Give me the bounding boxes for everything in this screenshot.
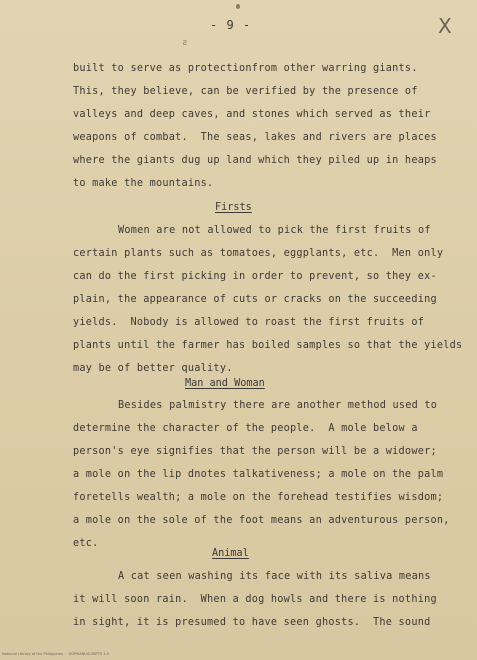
text-line: to make the mountains. bbox=[73, 178, 214, 189]
text-line: may be of better quality. bbox=[73, 363, 233, 374]
text-line: A cat seen washing its face with its saliva means bbox=[118, 571, 431, 582]
text-line: can do the first picking in order to prevent, so they ex- bbox=[73, 271, 437, 282]
text-line: Women are not allowed to pick the first fruits of bbox=[118, 225, 431, 236]
text-line: weapons of combat. The seas, lakes and rivers are places bbox=[73, 132, 437, 143]
text-line: a mole on the lip dnotes talkativeness; a mole on the palm bbox=[73, 469, 444, 480]
corner-x-mark: X bbox=[438, 14, 452, 38]
text-line: person's eye signifies that the person will be a widower; bbox=[73, 446, 437, 457]
text-line: foretells wealth; a mole on the forehead testifies wisdom; bbox=[73, 492, 444, 503]
archive-footer: National Library of the Philippines · HDPMANUSCRIPTS 1.0 bbox=[2, 652, 109, 656]
page-number: - 9 - bbox=[210, 18, 252, 32]
text-line: etc. bbox=[73, 538, 99, 549]
pencil-tick-mark: ƨ bbox=[182, 38, 188, 48]
text-line: plain, the appearance of cuts or cracks on the succeeding bbox=[73, 294, 437, 305]
text-line: built to serve as protectionfrom other warring giants. bbox=[73, 63, 418, 74]
section-heading: Man and Woman bbox=[185, 378, 265, 389]
section-heading: Firsts bbox=[215, 202, 252, 213]
text-line: valleys and deep caves, and stones which served as their bbox=[73, 109, 431, 120]
text-line: determine the character of the people. A mole below a bbox=[73, 423, 418, 434]
section-heading: Animal bbox=[212, 548, 249, 559]
text-line: Besides palmistry there are another method used to bbox=[118, 400, 438, 411]
text-line: where the giants dug up land which they piled up in heaps bbox=[73, 155, 437, 166]
text-line: in sight, it is presumed to have seen ghosts. The sound bbox=[73, 617, 431, 628]
text-line: This, they believe, can be verified by the presence of bbox=[73, 86, 418, 97]
text-line: yields. Nobody is allowed to roast the first fruits of bbox=[73, 317, 425, 328]
text-line: plants until the farmer has boiled samples so that the yields bbox=[73, 340, 463, 351]
text-line: a mole on the sole of the foot means an adventurous person, bbox=[73, 515, 450, 526]
text-line: it will soon rain. When a dog howls and there is nothing bbox=[73, 594, 437, 605]
text-line: certain plants such as tomatoes, eggplants, etc. Men only bbox=[73, 248, 444, 259]
punch-hole bbox=[236, 4, 240, 9]
